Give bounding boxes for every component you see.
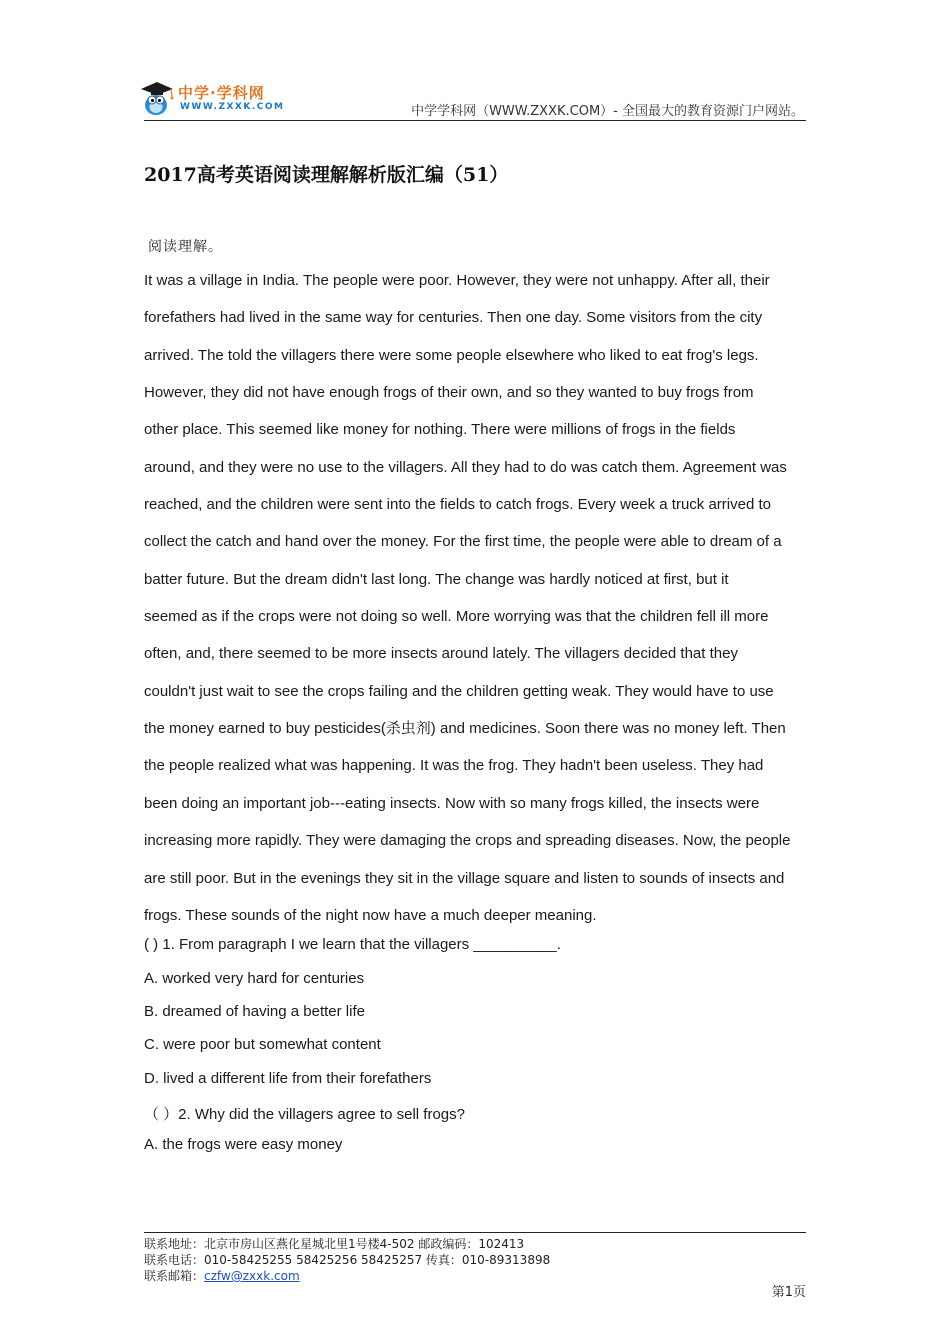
passage-line: are still poor. But in the evenings they sit in the village square and listen to sounds of insects and <box>144 869 785 887</box>
footer-phone: 联系电话：010-58425255 58425256 58425257 传真：010-89313898 <box>144 1253 551 1267</box>
passage-line: frogs. These sounds of the night now have a much deeper meaning. <box>144 906 597 924</box>
footer-email-label: 联系邮箱： <box>144 1269 205 1283</box>
passage-line: collect the catch and hand over the money. For the first time, the people were able to dream of a <box>144 533 782 551</box>
passage-line: couldn't just wait to see the crops failing and the children getting weak. They would have to use <box>144 682 774 700</box>
question-2-option-a: A. the frogs were easy money <box>144 1136 343 1153</box>
footer-address: 联系地址：北京市房山区燕化星城北里1号楼4-502 邮政编码：102413 <box>144 1237 525 1251</box>
logo-chinese-text: 中学·学科网 <box>178 84 265 102</box>
passage-line: arrived. The told the villagers there were some people elsewhere who liked to eat frog's legs. <box>144 346 759 364</box>
page-number: 第1页 <box>771 1285 806 1300</box>
question-1: ( ) 1. From paragraph I we learn that the villagers __________. <box>144 936 561 953</box>
question-1-option-c: C. were poor but somewhat content <box>144 1036 381 1053</box>
passage-line: However, they did not have enough frogs of their own, and so they wanted to buy frogs from <box>144 384 754 402</box>
passage-line: batter future. But the dream didn't last long. The change was hardly noticed at first, but it <box>144 570 729 588</box>
section-label: 阅读理解。 <box>148 239 223 255</box>
page-header <box>144 76 806 121</box>
passage-line: It was a village in India. The people were poor. However, they were not unhappy. After all, their <box>144 272 770 289</box>
passage-line: forefathers had lived in the same way for centuries. Then one day. Some visitors from the city <box>144 309 763 327</box>
passage-line: the people realized what was happening. It was the frog. They hadn't been useless. They had <box>144 757 764 775</box>
footer-email-line <box>144 1268 806 1284</box>
zxxk-logo[interactable] <box>138 78 288 118</box>
passage-line: been doing an important job---eating insects. Now with so many frogs killed, the insects were <box>144 794 760 812</box>
passage-line: seemed as if the crops were not doing so well. More worrying was that the children fell ill more <box>144 608 769 626</box>
passage-line: reached, and the children were sent into the fields to catch frogs. Every week a truck arrived to <box>144 496 771 514</box>
passage-line: increasing more rapidly. They were damaging the crops and spreading diseases. Now, the people <box>144 832 791 850</box>
question-1-option-a: A. worked very hard for centuries <box>144 970 365 987</box>
passage-line: other place. This seemed like money for nothing. There were millions of frogs in the fields <box>144 421 736 439</box>
logo-url-text: WWW.ZXXK.COM <box>180 102 285 112</box>
question-1-option-b: B. dreamed of having a better life <box>144 1003 365 1020</box>
document-title: 2017高考英语阅读理解解析版汇编（51） <box>144 164 509 186</box>
passage-line: the money earned to buy pesticides(杀虫剂) and medicines. Soon there was no money left. Then <box>144 720 786 738</box>
question-1-option-d: D. lived a different life from their forefathers <box>144 1070 432 1087</box>
mascot-graduate-icon <box>138 78 178 118</box>
footer-email-link[interactable]: czfw@zxxk.com <box>204 1269 300 1283</box>
passage-line: often, and, there seemed to be more insects around lately. The villagers decided that they <box>144 645 738 663</box>
header-tagline: 中学学科网（WWW.ZXXK.COM）- 全国最大的教育资源门户网站。 <box>411 104 804 119</box>
page-footer <box>144 1232 806 1284</box>
passage-line: around, and they were no use to the villagers. All they had to do was catch them. Agreement was <box>144 458 787 476</box>
question-2: （ ）2. Why did the villagers agree to sell frogs? <box>144 1106 465 1123</box>
reading-passage <box>144 262 808 934</box>
